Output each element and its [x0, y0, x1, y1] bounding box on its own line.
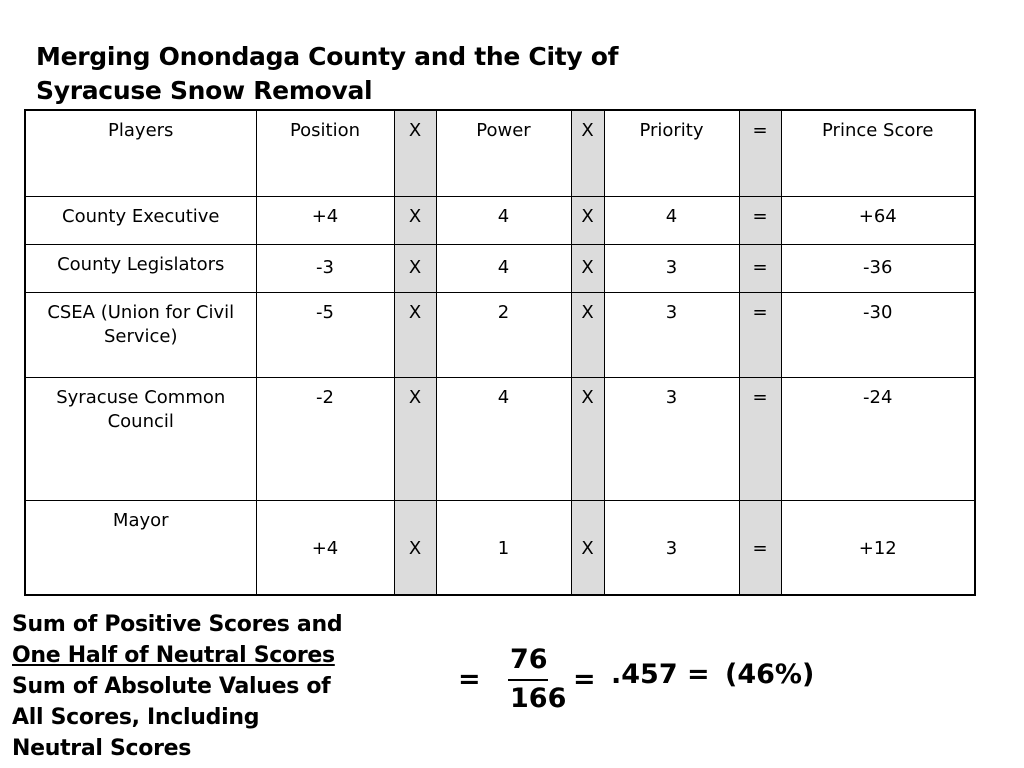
- player-name: Mayor: [25, 500, 256, 595]
- power-value: 1: [436, 500, 571, 595]
- equals-sign: =: [739, 196, 781, 244]
- header-priority: Priority: [604, 110, 739, 196]
- player-name: County Executive: [25, 196, 256, 244]
- priority-value: 3: [604, 500, 739, 595]
- power-value: 4: [436, 377, 571, 500]
- position-value: -3: [256, 244, 394, 292]
- equals-sign-2: =: [573, 664, 596, 695]
- times-sign: X: [394, 244, 436, 292]
- prince-score-value: +12: [781, 500, 975, 595]
- position-value: -5: [256, 292, 394, 377]
- header-position: Position: [256, 110, 394, 196]
- player-name: Syracuse Common Council: [25, 377, 256, 500]
- priority-value: 3: [604, 244, 739, 292]
- table-header-row: [25, 110, 975, 196]
- prince-score-value: +64: [781, 196, 975, 244]
- position-value: +4: [256, 500, 394, 595]
- priority-value: 3: [604, 377, 739, 500]
- times-sign: X: [394, 500, 436, 595]
- fraction-denominator: 166: [510, 683, 567, 714]
- times-sign: X: [394, 196, 436, 244]
- power-value: 4: [436, 244, 571, 292]
- denominator-label-line-1: Sum of Absolute Values of: [12, 674, 331, 699]
- priority-value: 3: [604, 292, 739, 377]
- times-sign: X: [571, 292, 604, 377]
- title-line-1: Merging Onondaga County and the City of: [36, 42, 619, 71]
- formula-label: [12, 609, 352, 764]
- player-name: County Legislators: [25, 244, 256, 292]
- title-line-2: Syracuse Snow Removal: [36, 76, 373, 105]
- header-equals: =: [739, 110, 781, 196]
- priority-value: 4: [604, 196, 739, 244]
- equals-sign: =: [739, 377, 781, 500]
- percent-result: (46%): [725, 659, 815, 690]
- times-sign: X: [394, 292, 436, 377]
- numerator-label-line-1: Sum of Positive Scores and: [12, 612, 343, 637]
- header-times-1: X: [394, 110, 436, 196]
- times-sign: X: [394, 377, 436, 500]
- decimal-result: .457: [611, 659, 678, 690]
- times-sign: X: [571, 196, 604, 244]
- denominator-label-line-3: Neutral Scores: [12, 736, 192, 761]
- table-row: [25, 500, 975, 595]
- position-value: +4: [256, 196, 394, 244]
- position-value: -2: [256, 377, 394, 500]
- equals-sign: =: [739, 500, 781, 595]
- times-sign: X: [571, 244, 604, 292]
- header-times-2: X: [571, 110, 604, 196]
- table-row: [25, 196, 975, 244]
- power-value: 4: [436, 196, 571, 244]
- table-row: [25, 244, 975, 292]
- times-sign: X: [571, 377, 604, 500]
- player-name: CSEA (Union for Civil Service): [25, 292, 256, 377]
- power-value: 2: [436, 292, 571, 377]
- table-row: [25, 377, 975, 500]
- fraction-numerator: 76: [510, 644, 548, 675]
- numerator-label-line-2: One Half of Neutral Scores: [12, 643, 335, 668]
- equals-sign: =: [739, 244, 781, 292]
- prince-score-table: [24, 109, 976, 596]
- equals-sign-3: =: [687, 659, 710, 690]
- fraction-bar: [508, 679, 548, 681]
- prince-score-value: -24: [781, 377, 975, 500]
- table-row: [25, 292, 975, 377]
- denominator-label-line-2: All Scores, Including: [12, 705, 260, 730]
- header-players: Players: [25, 110, 256, 196]
- page-title: [36, 40, 676, 108]
- equals-sign: =: [739, 292, 781, 377]
- prince-score-value: -30: [781, 292, 975, 377]
- equals-sign-1: =: [458, 664, 481, 695]
- prince-score-value: -36: [781, 244, 975, 292]
- header-power: Power: [436, 110, 571, 196]
- times-sign: X: [571, 500, 604, 595]
- header-prince-score: Prince Score: [781, 110, 975, 196]
